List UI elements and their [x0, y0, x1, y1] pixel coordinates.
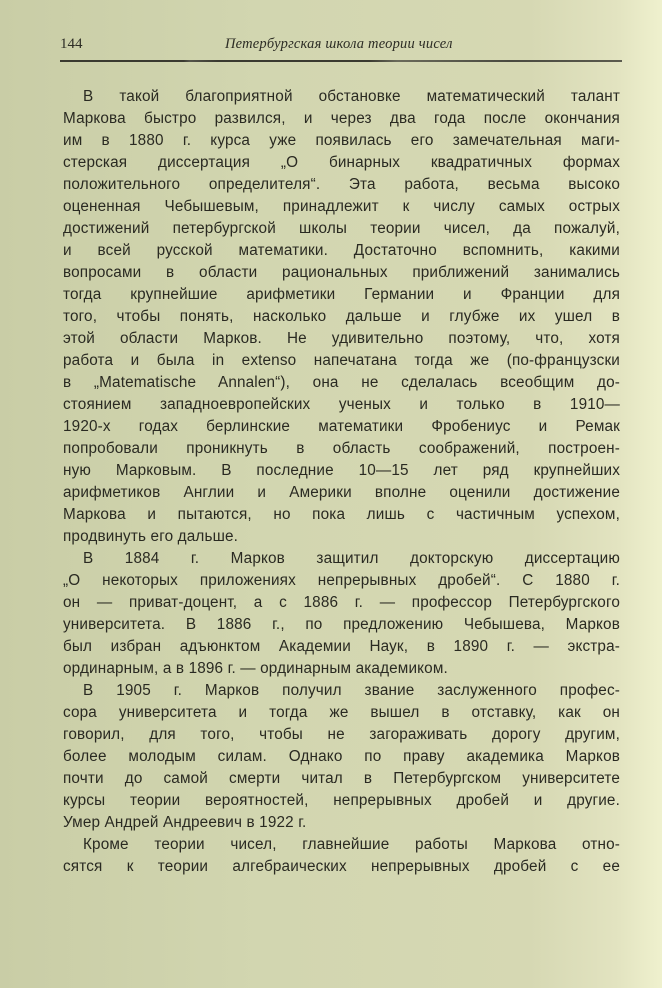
- text-line: этой области Марков. Не удивительно поэтому, что, хотя: [63, 330, 620, 347]
- text-line: более молодым силам. Однако по праву академика Марков: [63, 748, 620, 765]
- text-line: В 1905 г. Марков получил звание заслуженного профес-: [83, 682, 620, 699]
- running-title: Петербургская школа теории чисел: [225, 36, 453, 52]
- text-line: Маркова быстро развился, и через два года после окончания: [63, 110, 620, 127]
- text-line: 1920-х годах берлинские математики Фробениус и Ремак: [63, 418, 620, 435]
- text-line: стерская диссертация „О бинарных квадратичных формах: [63, 154, 620, 171]
- text-line: Кроме теории чисел, главнейшие работы Маркова отно-: [83, 836, 620, 853]
- text-line: Умер Андрей Андреевич в 1922 г.: [63, 814, 307, 831]
- paragraph-3: [63, 680, 620, 834]
- text-line: тогда крупнейшие арифметики Германии и Франции для: [63, 286, 620, 303]
- text-line: оцененная Чебышевым, принадлежит к числу самых острых: [63, 198, 620, 215]
- text-line: В 1884 г. Марков защитил докторскую диссертацию: [83, 550, 620, 567]
- text-line: в „Matematische Annalen“), она не сделалась всеобщим до-: [63, 374, 620, 391]
- text-line: ную Марковым. В последние 10—15 лет ряд крупнейших: [63, 462, 620, 479]
- text-line: им в 1880 г. курса уже появилась его замечательная маги-: [63, 132, 620, 149]
- text-line: стоянием западноевропейских ученых и только в 1910—: [63, 396, 620, 413]
- text-line: был избран адъюнктом Академии Наук, в 1890 г. — экстра-: [63, 638, 620, 655]
- text-line: работа и была in extenso напечатана тогда же (по-французски: [63, 352, 620, 369]
- text-line: достижений петербургской школы теории чисел, да пожалуй,: [63, 220, 620, 237]
- body-text: [63, 86, 620, 878]
- text-line: того, чтобы понять, насколько дальше и глубже их ушел в: [63, 308, 620, 325]
- page-number: 144: [60, 36, 83, 52]
- text-line: и всей русской математики. Достаточно вспомнить, какими: [63, 242, 620, 259]
- text-line: ординарным, а в 1896 г. — ординарным академиком.: [63, 660, 448, 677]
- text-line: Маркова и пытаются, но пока лишь с частичным успехом,: [63, 506, 620, 523]
- text-line: сятся к теории алгебраических непрерывных дробей с ее: [63, 858, 620, 875]
- text-line: продвинуть его дальше.: [63, 528, 239, 545]
- text-line: говорил, для того, чтобы не загораживать дорогу другим,: [63, 726, 620, 743]
- text-line: университета. В 1886 г., по предложению Чебышева, Марков: [63, 616, 620, 633]
- text-line: положительного определителя“. Эта работа, весьма высоко: [63, 176, 620, 193]
- text-line: попробовали проникнуть в область соображений, построен-: [63, 440, 620, 457]
- running-head: [60, 36, 620, 56]
- text-line: арифметиков Англии и Америки вполне оценили достижение: [63, 484, 620, 501]
- text-line: „О некоторых приложениях непрерывных дробей“. С 1880 г.: [63, 572, 620, 589]
- text-line: В такой благоприятной обстановке математический талант: [83, 88, 620, 105]
- text-line: он — приват-доцент, а с 1886 г. — профессор Петербургского: [63, 594, 620, 611]
- header-rule-divider: [60, 60, 622, 62]
- paragraph-4: [63, 834, 620, 878]
- paragraph-2: [63, 548, 620, 680]
- text-line: сора университета и тогда же вышел в отставку, как он: [63, 704, 620, 721]
- text-line: курсы теории вероятностей, непрерывных дробей и другие.: [63, 792, 620, 809]
- paragraph-1: [63, 86, 620, 548]
- text-line: почти до самой смерти читал в Петербургском университете: [63, 770, 620, 787]
- text-line: вопросами в области рациональных приближений занимались: [63, 264, 620, 281]
